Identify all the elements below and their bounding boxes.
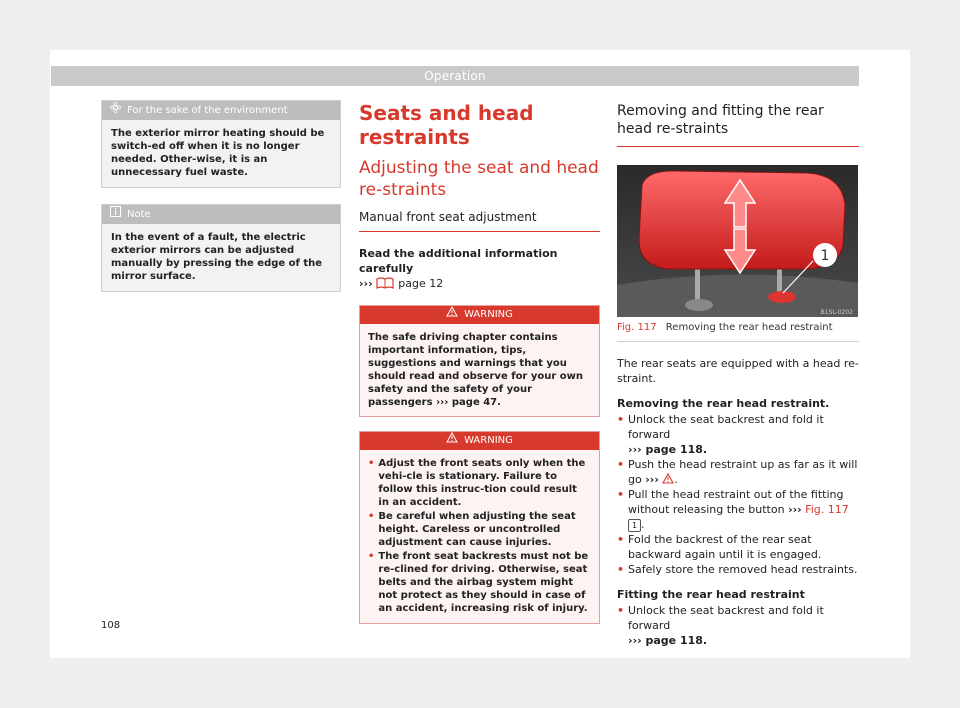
period: .: [641, 518, 645, 531]
figure-callout-1: 1: [820, 248, 830, 264]
list-item: [617, 412, 859, 457]
bullet: •: [617, 604, 625, 617]
bullet: •: [368, 551, 375, 562]
figure-code: B1SL-0202: [820, 309, 853, 316]
list-item: [617, 603, 859, 648]
list-item: [617, 562, 859, 577]
bullet: •: [617, 458, 625, 471]
ref-arrow: ›››: [359, 277, 373, 290]
warning-box-2-title: WARNING: [464, 435, 513, 446]
environment-box-title: For the sake of the environment: [127, 105, 288, 116]
list-item-text: Fold the backrest of the rear seat backward again until it is engaged.: [628, 533, 822, 561]
warning-box-2: [359, 431, 600, 624]
list-item: [368, 550, 590, 615]
list-item: [617, 457, 859, 487]
right-heading: Removing and fitting the rear head re-straints: [617, 102, 859, 147]
step-text: Pull the head restraint out of the fitting without releasing the button: [628, 488, 844, 516]
ref-arrow: ›››: [788, 503, 802, 516]
callout-badge: 1: [628, 519, 641, 532]
ref-arrow: ›››: [436, 397, 449, 408]
warning-box-2-list: [360, 450, 599, 623]
list-item: [368, 457, 590, 509]
list-item-text: [628, 603, 859, 648]
environment-box-header: [102, 101, 340, 120]
bullet: •: [368, 511, 375, 522]
fitting-title: Fitting the rear head restraint: [617, 588, 805, 601]
period: .: [702, 443, 708, 456]
intro-paragraph: [359, 246, 600, 291]
warning-box-2-header: [360, 432, 599, 450]
list-item: [617, 532, 859, 562]
period: .: [674, 473, 678, 486]
bullet: •: [617, 563, 625, 576]
head-restraint-illustration: [617, 165, 858, 317]
warning-box-1-text: [360, 324, 599, 416]
list-item-text: Safely store the removed head restraints.: [628, 563, 858, 576]
warning-box-1: [359, 305, 600, 417]
page-link[interactable]: page 118: [645, 634, 703, 647]
period: .: [497, 397, 501, 408]
page-number: 108: [101, 620, 121, 631]
list-item-text: [628, 412, 859, 457]
intro-text: Read the additional information carefully: [359, 247, 558, 275]
right-column: [617, 100, 859, 648]
info-icon: [110, 205, 121, 224]
figure-label: Fig. 117: [617, 322, 657, 333]
list-item: [617, 487, 859, 532]
topic-title: Manual front seat adjustment: [359, 209, 600, 232]
list-item-text: The front seat backrests must not be re-clined for driving. Otherwise, seat belts and the airbag system might not protect as they should in case of an accident, increasing risk of injury.: [378, 551, 589, 614]
note-box-text: In the event of a fault, the electric exterior mirrors can be adjusted manually by pressing the edge of the mirror surface.: [111, 232, 323, 282]
subsection-title: Adjusting the seat and head re-straints: [359, 158, 599, 200]
step-text: Unlock the seat backrest and fold it forward: [628, 604, 824, 632]
warning-triangle-icon: [446, 306, 458, 324]
note-box: [101, 204, 341, 292]
left-column: [101, 100, 341, 308]
bullet: •: [617, 488, 625, 501]
ref-arrow: ›››: [645, 473, 659, 486]
warning-box-1-header: [360, 306, 599, 324]
bullet: •: [617, 413, 625, 426]
warning-1-body: The safe driving chapter contains important information, tips, suggestions and warnings that you should read and observe for your own safety and the safety of your passengers: [368, 332, 583, 408]
right-body: [617, 356, 859, 648]
page-link[interactable]: page 118: [645, 443, 703, 456]
middle-column: [359, 100, 600, 638]
figure-caption: [617, 321, 859, 342]
list-item-text: Be careful when adjusting the seat height. Careless or uncontrolled adjustment can cause injuries.: [378, 511, 576, 548]
environment-box-text: The exterior mirror heating should be switch-ed off when it is no longer needed. Other-wise, it is an unnecessary fuel waste.: [111, 128, 325, 178]
warning-triangle-icon: [446, 432, 458, 450]
list-item: [368, 510, 590, 549]
step-text: Push the head restraint up as far as it will go: [628, 458, 858, 486]
bullet: •: [368, 458, 375, 469]
note-box-header: [102, 205, 340, 224]
list-item-text: [628, 487, 859, 532]
figure-caption-text: Removing the rear head restraint: [665, 322, 833, 333]
list-item-text: Adjust the front seats only when the vehi-cle is stationary. Failure to follow this instruc-tion could result in an accident.: [378, 458, 586, 508]
intro-paragraph: The rear seats are equipped with a head re-straint.: [617, 357, 859, 385]
book-icon: [376, 277, 398, 290]
note-box-title: Note: [127, 209, 151, 220]
intro-page-link[interactable]: page 12: [398, 277, 444, 290]
flower-icon: [110, 101, 121, 120]
environment-box: [101, 100, 341, 188]
warning-triangle-icon: [662, 473, 674, 486]
ref-arrow: ›››: [628, 443, 642, 456]
warning-1-page-link[interactable]: page 47: [451, 397, 498, 408]
section-title: Seats and head restraints: [359, 101, 534, 149]
section-header: Operation: [51, 66, 859, 86]
figure-link[interactable]: Fig. 117: [805, 503, 849, 516]
period: .: [702, 634, 708, 647]
list-item-text: [628, 457, 859, 487]
bullet: •: [617, 533, 625, 546]
ref-arrow: ›››: [628, 634, 642, 647]
step-text: Unlock the seat backrest and fold it forward: [628, 413, 824, 441]
head-restraint-figure: [617, 165, 858, 317]
removing-title: Removing the rear head restraint.: [617, 397, 830, 410]
warning-box-1-title: WARNING: [464, 309, 513, 320]
